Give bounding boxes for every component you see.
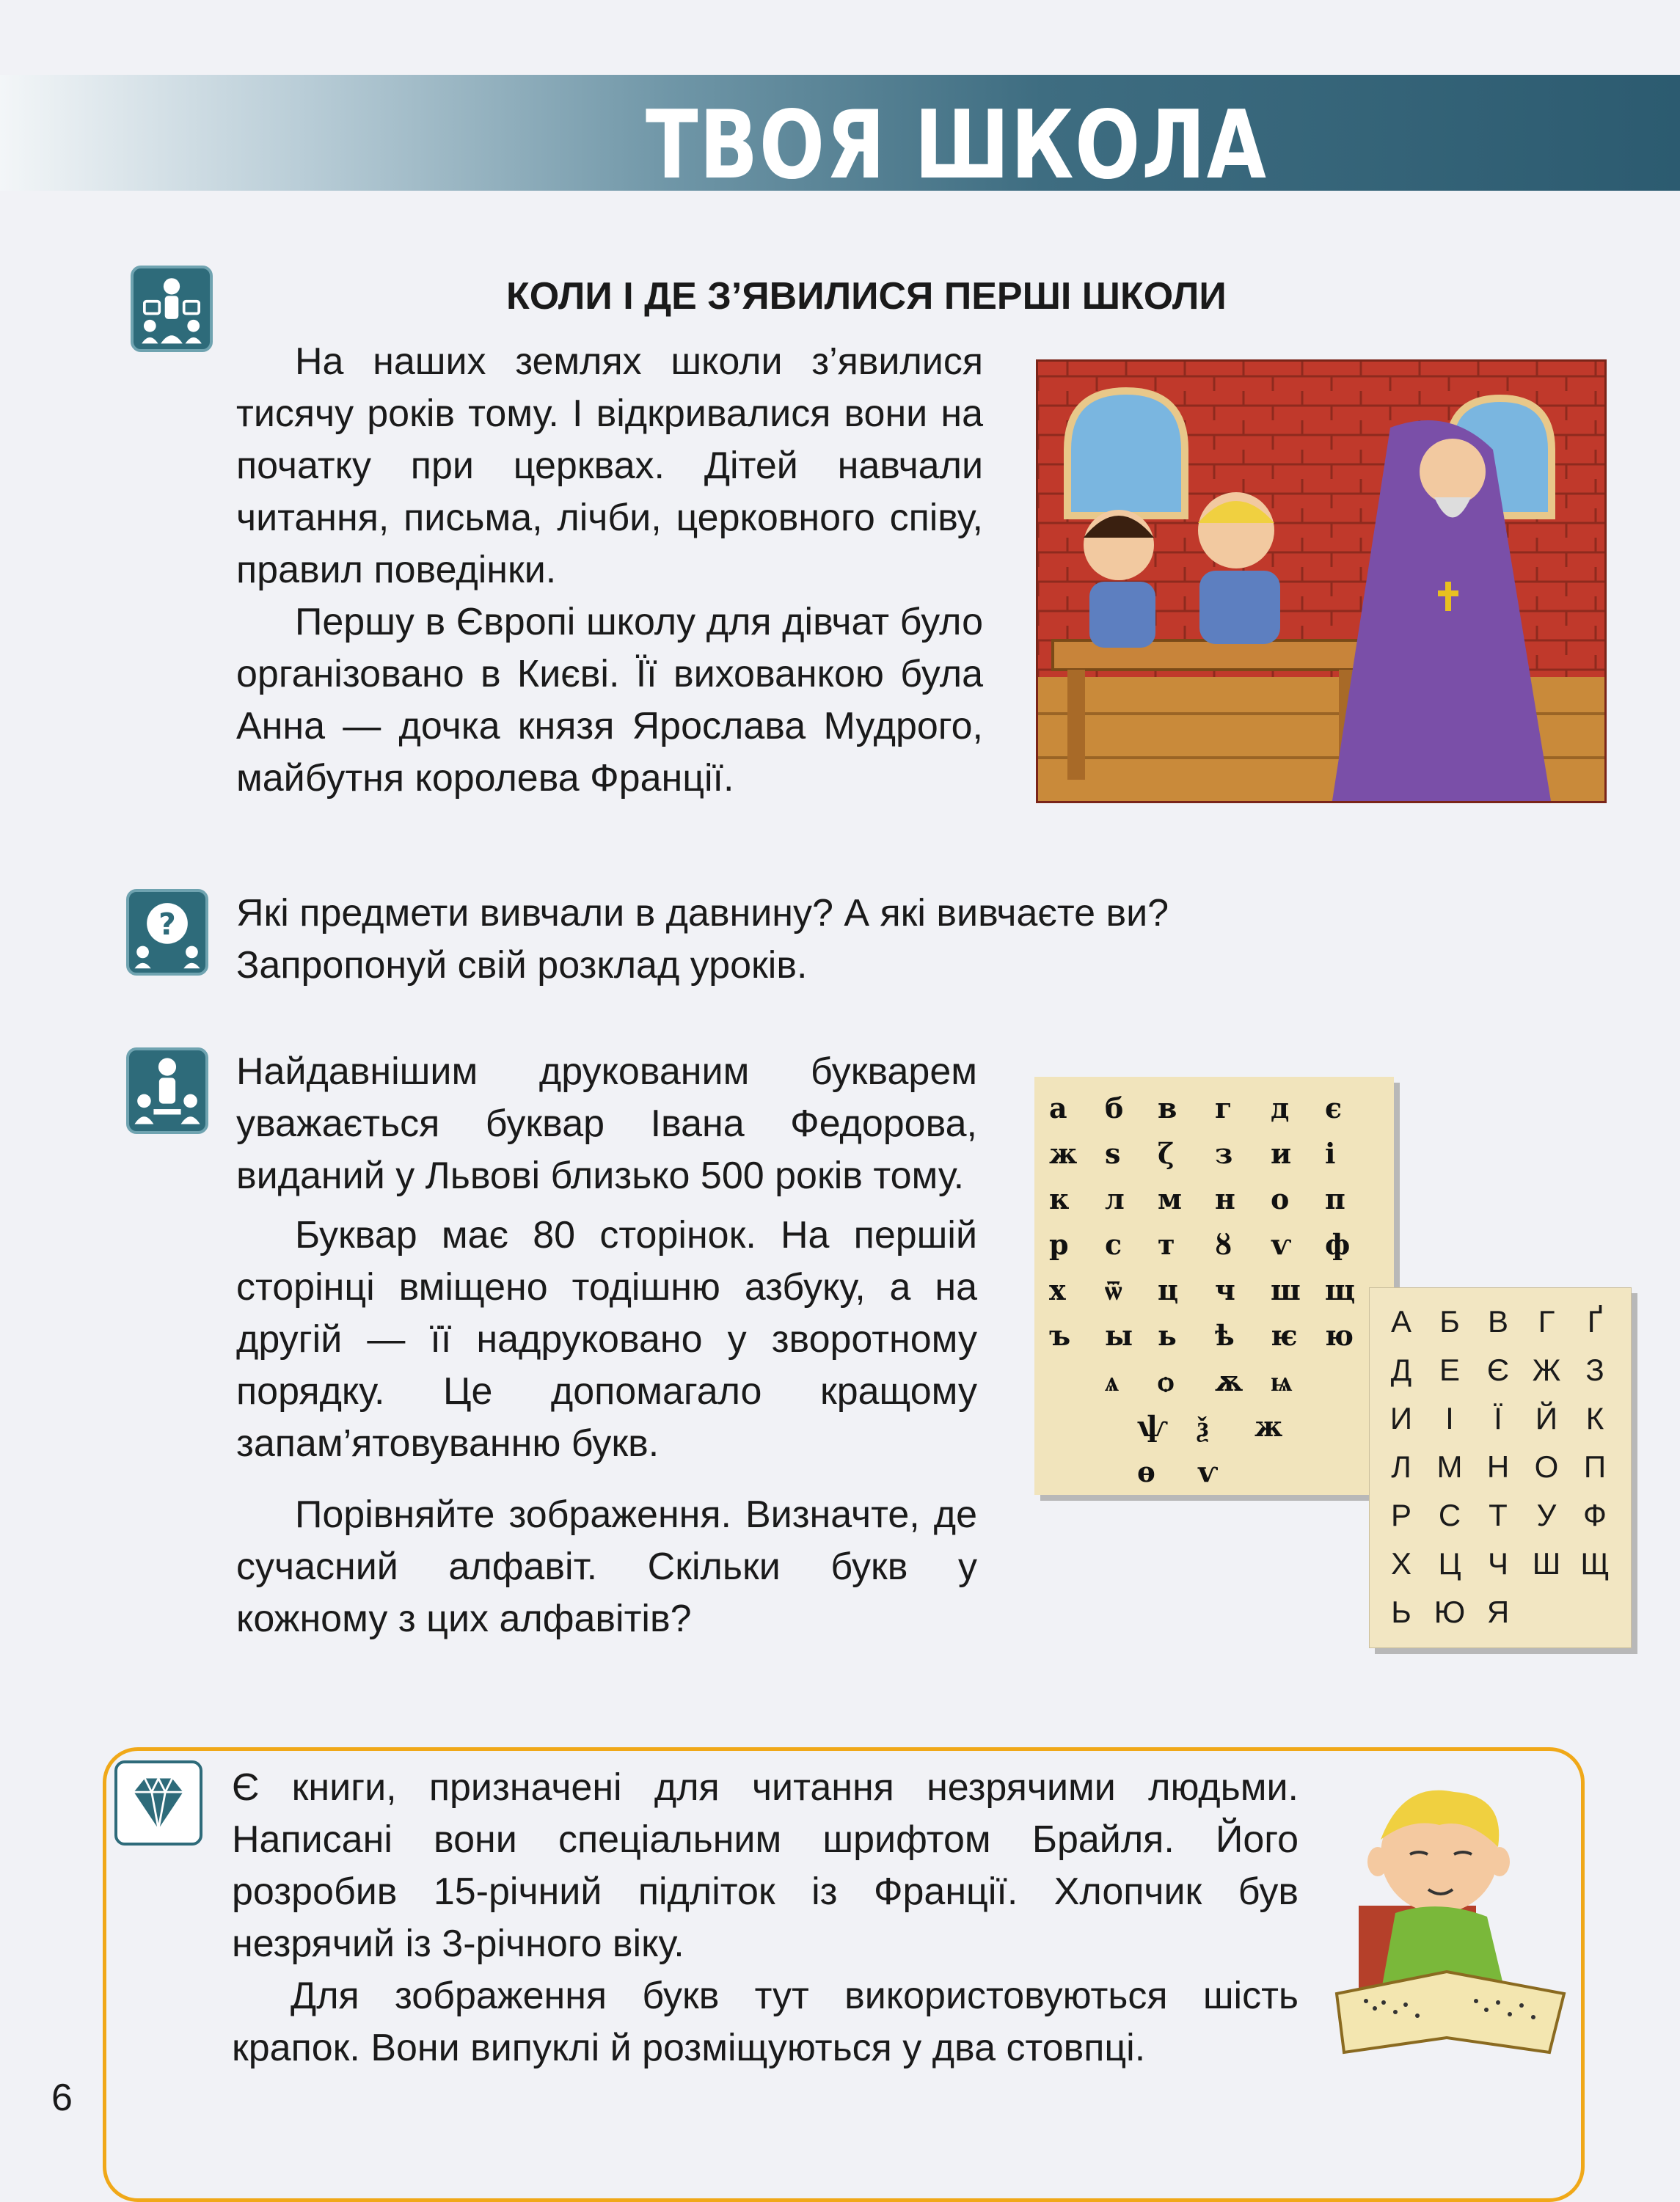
modern-alphabet-letter: И: [1389, 1401, 1413, 1435]
question-line-1: Які предмети вивчали в давнину? А які вивчаєте ви?: [236, 892, 1169, 934]
modern-alphabet-row: [1377, 1353, 1619, 1398]
old-alphabet-letter: ѵ: [1271, 1228, 1292, 1261]
old-alphabet-letter: щ: [1325, 1273, 1356, 1306]
modern-alphabet-letter: Ж: [1532, 1353, 1561, 1387]
school-illustration: [1036, 359, 1607, 803]
old-alphabet-letter: ж: [1049, 1137, 1078, 1170]
section2-paragraph-2: Буквар має 80 сторінок. На першій сторінці вміщено тодішню азбуку, а на другій — її надруковано у зворотному порядку. Це допомагало кращому запам’ятовуванню букв.: [236, 1214, 977, 1465]
modern-alphabet-letter: Б: [1439, 1304, 1460, 1339]
page-title: ТВОЯ ШКОЛА: [646, 91, 1268, 200]
modern-alphabet-letter: Т: [1489, 1498, 1508, 1532]
section2-paragraph-1: Найдавнішим друкованим букварем уважається буквар Івана Федорова, виданий у Львові близько 500 років тому.: [236, 1050, 977, 1197]
old-alphabet-letter: з: [1215, 1137, 1233, 1170]
old-alphabet-letter: х: [1049, 1273, 1066, 1306]
old-alphabet-letter: ȣ: [1215, 1228, 1232, 1261]
old-alphabet-letter: в: [1158, 1091, 1177, 1124]
old-alphabet-letter: ч: [1215, 1273, 1235, 1306]
boy-reading-illustration: [1329, 1774, 1579, 2060]
fact-paragraph-1: Є книги, призначені для читання незрячими людьми. Написані вони спеціальним шрифтом Брайля. Його розробив 15-річний підліток із Франції. Хлопчик був незрячий із 3-річного віку.: [232, 1766, 1299, 1965]
old-alphabet-letter: є: [1325, 1091, 1343, 1124]
old-alphabet-letter: ю: [1325, 1319, 1354, 1352]
fact-box-text: [232, 1762, 1299, 2074]
modern-alphabet-letter: Й: [1535, 1401, 1558, 1435]
modern-alphabet-row: [1377, 1449, 1619, 1495]
question-line-2: Запропонуй свій розклад уроків.: [236, 944, 808, 987]
modern-alphabet-letter: Р: [1390, 1498, 1411, 1532]
modern-alphabet-letter: Ц: [1438, 1546, 1461, 1581]
modern-alphabet-letter: В: [1487, 1304, 1508, 1339]
old-alphabet-letter: ѱ: [1137, 1410, 1169, 1443]
old-alphabet-letter: ь: [1158, 1319, 1177, 1352]
modern-alphabet-row: [1377, 1546, 1619, 1592]
question-icon: [126, 889, 208, 976]
old-alphabet-letter: а: [1049, 1091, 1067, 1124]
modern-alphabet-letter: Ї: [1494, 1401, 1502, 1435]
modern-alphabet-row: [1377, 1595, 1522, 1640]
section-heading: КОЛИ І ДЕ З’ЯВИЛИСЯ ПЕРШІ ШКОЛИ: [506, 275, 1227, 318]
modern-alphabet-letter: Я: [1486, 1595, 1510, 1629]
question-text: [236, 888, 1337, 992]
modern-alphabet-letter: Ґ: [1587, 1304, 1603, 1339]
old-alphabet-letter: т: [1158, 1228, 1175, 1261]
old-alphabet-letter: ѩ: [1271, 1364, 1293, 1397]
old-alphabet-card: [1034, 1077, 1394, 1495]
modern-alphabet-letter: Ч: [1488, 1546, 1508, 1581]
old-alphabet-letter: ѫ: [1215, 1364, 1243, 1397]
old-alphabet-letter: ѥ: [1271, 1319, 1298, 1352]
old-alphabet-letter: ѳ: [1137, 1455, 1155, 1488]
section1-text: [236, 336, 983, 805]
fact-paragraph-2: Для зображення букв тут використовуються шість крапок. Вони випуклі й розміщуються у два стовпці.: [232, 1975, 1299, 2069]
modern-alphabet-letter: Ь: [1391, 1595, 1411, 1629]
old-alphabet-letter: ѵ: [1197, 1455, 1219, 1488]
people-icon: [131, 266, 213, 352]
modern-alphabet-letter: Н: [1486, 1449, 1510, 1484]
old-alphabet-letter: ы: [1105, 1319, 1133, 1352]
modern-alphabet-letter: А: [1390, 1304, 1411, 1339]
modern-alphabet-letter: С: [1438, 1498, 1461, 1532]
modern-alphabet-row: [1377, 1498, 1619, 1543]
modern-alphabet-letter: Г: [1538, 1304, 1555, 1339]
modern-alphabet-letter: Щ: [1580, 1546, 1610, 1581]
old-alphabet-letter: д: [1271, 1091, 1290, 1124]
section1-paragraph-2: Першу в Європі школу для дівчат було організовано в Києві. Її вихованкою була Анна — дочка князя Ярослава Мудрого, майбутня королева Франції.: [236, 601, 983, 800]
section1-paragraph-1: На наших землях школи з’явилися тисячу років тому. І відкривалися вони на початку при церквах. Дітей навчали читання, письма, лічби, церковного співу, правил поведінки.: [236, 340, 983, 591]
modern-alphabet-row: [1377, 1401, 1619, 1446]
svg-text:?: ?: [158, 906, 176, 942]
section2-paragraph-3: Порівняйте зображення. Визначте, де сучасний алфавіт. Скільки букв у кожному з цих алфавітів?: [236, 1493, 977, 1640]
old-alphabet-letter: ъ: [1049, 1319, 1071, 1352]
modern-alphabet-letter: Е: [1439, 1353, 1460, 1387]
modern-alphabet-letter: Ш: [1532, 1546, 1561, 1581]
modern-alphabet-letter: К: [1585, 1401, 1604, 1435]
old-alphabet-letter: и: [1271, 1137, 1292, 1170]
modern-alphabet-letter: П: [1583, 1449, 1607, 1484]
old-alphabet-letter: ѿ: [1105, 1273, 1122, 1306]
old-alphabet-letter: н: [1215, 1182, 1235, 1215]
old-alphabet-letter: ѻ: [1158, 1364, 1175, 1397]
modern-alphabet-letter: Ф: [1583, 1498, 1607, 1532]
old-alphabet-letter: л: [1105, 1182, 1125, 1215]
modern-alphabet-letter: Д: [1390, 1353, 1412, 1387]
modern-alphabet-letter: Є: [1486, 1353, 1510, 1387]
modern-alphabet-letter: М: [1436, 1449, 1463, 1484]
old-alphabet-letter: ζ: [1158, 1137, 1175, 1170]
old-alphabet-letter: к: [1049, 1182, 1070, 1215]
old-alphabet-letter: ѕ: [1105, 1137, 1121, 1170]
old-alphabet-letter: п: [1325, 1182, 1345, 1215]
old-alphabet-letter: с: [1105, 1228, 1122, 1261]
old-alphabet-letter: ф: [1325, 1228, 1351, 1261]
page-number: 6: [51, 2077, 73, 2119]
old-alphabet-letter: ш: [1271, 1273, 1301, 1306]
modern-alphabet-letter: О: [1534, 1449, 1559, 1484]
old-alphabet-letter: р: [1049, 1228, 1069, 1261]
section2-text: [236, 1046, 977, 1645]
old-alphabet-letter: ѣ: [1215, 1319, 1235, 1352]
diamond-icon: [114, 1760, 202, 1846]
old-alphabet-letter: ѯ: [1197, 1410, 1209, 1443]
modern-alphabet-letter: Ю: [1434, 1595, 1466, 1629]
modern-alphabet-letter: У: [1536, 1498, 1557, 1532]
teacher-icon: [126, 1047, 208, 1134]
modern-alphabet-letter: І: [1445, 1401, 1454, 1435]
old-alphabet-letter: г: [1215, 1091, 1232, 1124]
old-alphabet-letter: і: [1325, 1137, 1336, 1170]
old-alphabet-letter: ц: [1158, 1273, 1179, 1306]
old-alphabet-letter: ж: [1254, 1410, 1283, 1443]
old-alphabet-letter: о: [1271, 1182, 1290, 1215]
modern-alphabet-letter: Л: [1391, 1449, 1411, 1484]
old-alphabet-letter: б: [1105, 1091, 1124, 1124]
old-alphabet-letter: м: [1158, 1182, 1183, 1215]
modern-alphabet-row: [1377, 1304, 1619, 1350]
modern-alphabet-letter: З: [1585, 1353, 1604, 1387]
modern-alphabet-card: [1369, 1287, 1632, 1648]
modern-alphabet-letter: Х: [1390, 1546, 1411, 1581]
old-alphabet-letter: ѧ: [1105, 1364, 1119, 1397]
